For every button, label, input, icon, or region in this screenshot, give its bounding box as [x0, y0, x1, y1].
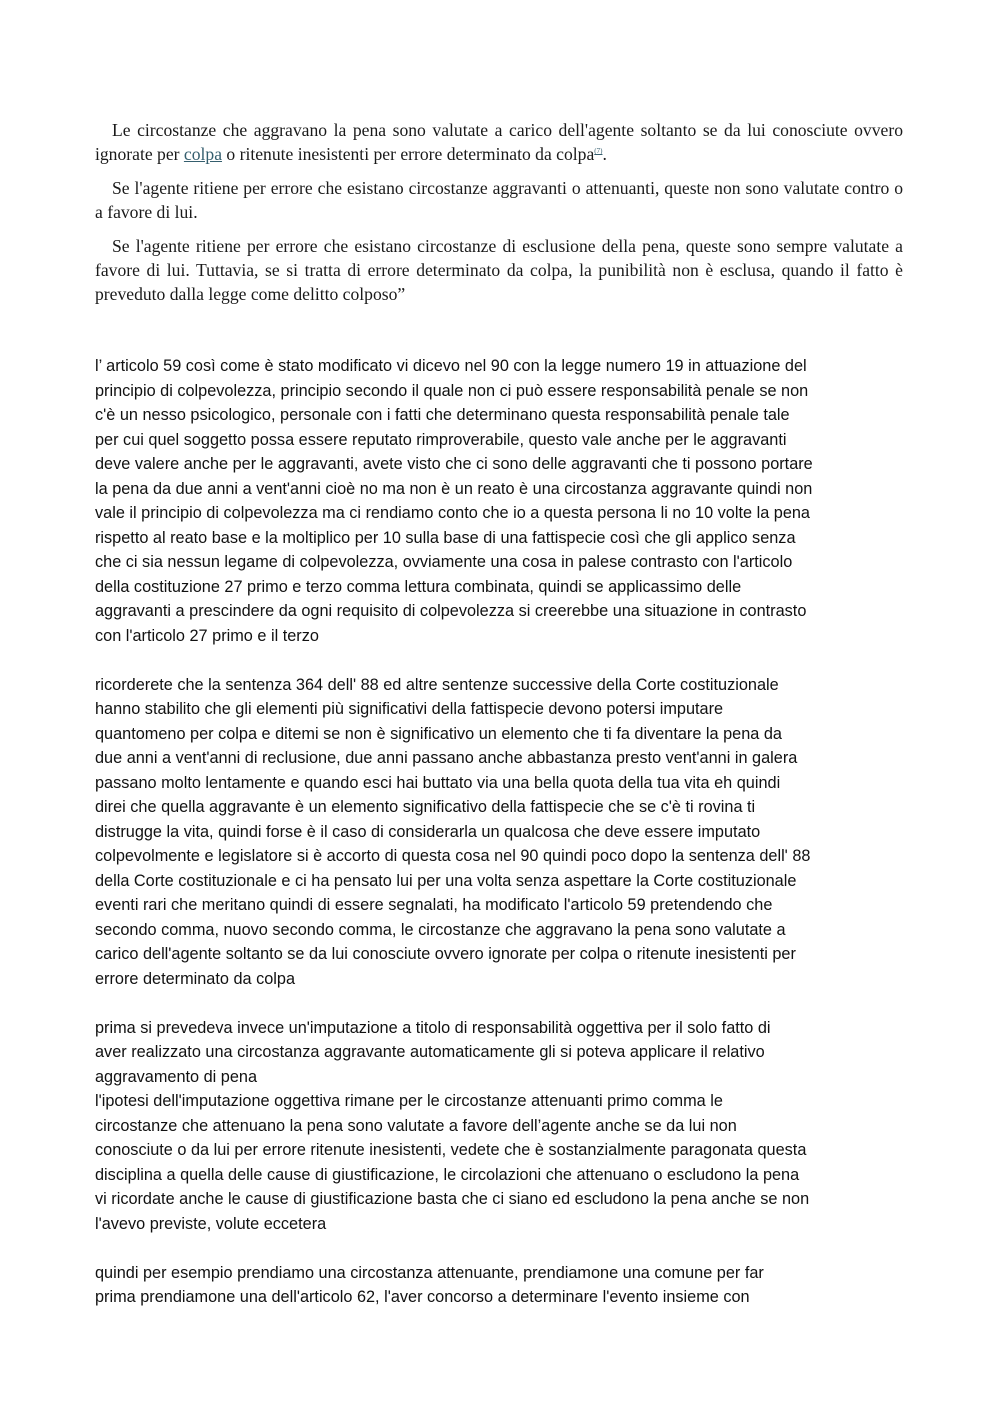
quote-paragraph-1-end: . — [602, 144, 607, 164]
footnote-reference-link[interactable]: (7) — [594, 147, 603, 155]
paragraph-gap — [95, 1236, 907, 1261]
paragraph-gap — [95, 991, 907, 1016]
lecture-notes — [95, 354, 907, 1310]
notes-paragraph-3: prima si prevedeva invece un'imputazione a titolo di responsabilità oggettiva per il solo fatto di aver realizzato una circostanza aggravante automaticamente gli si poteva applicare il relativo aggravamento di pena — [95, 1018, 771, 1086]
quoted-article-text — [95, 118, 903, 316]
quote-paragraph-1 — [95, 118, 903, 166]
notes-paragraph-4: l'ipotesi dell'imputazione oggettiva rimane per le circostanze attenuanti primo comma le circostanze che attenuano la pena sono valutate a favore dell’agente anche se da lui non conosciute o da lui per errore ritenute inesistenti, vedete che è sostanzialmente paragonata questa disciplina a quella delle cause di giustificazione, le circolazioni che attenuano o escludono la pena vi ricordate anche le cause di giustificazione basta che ci siano ed escludono la pena anche se non l'avevo previste, volute eccetera — [95, 1092, 810, 1233]
quote-paragraph-1-text-b: o ritenute inesistenti per errore determinato da colpa — [222, 144, 595, 164]
notes-paragraph-2: ricorderete che la sentenza 364 dell' 88 ed altre sentenze successive della Corte costituzionale hanno stabilito che gli elementi più significativi della fattispecie devono potersi imputare quantomeno per colpa e ditemi se non è significativo un elemento che ti fa diventare la pena da due anni a vent'anni di reclusione, due anni passano anche abbastanza presto vent'anni in galera passano molto lentamente e quando esci hai buttato via una bella quota della tua vita eh quindi direi che quella aggravante è un elemento significativo della fattispecie che se c'è ti rovina ti distrugge la vita, quindi forse è il caso di considerarla un qualcosa che deve essere imputato colpevolmente e legislatore si è accorto di questa cosa nel 90 quindi poco dopo la sentenza dell' 88 della Corte costituzionale e ci ha pensato lui per una volta senza aspettare la Corte costituzionale eventi rari che meritano quindi di essere segnalati, ha modificato l'articolo 59 pretendendo che secondo comma, nuovo secondo comma, le circostanze che aggravano la pena sono valutate a carico dell'agente soltanto se da lui conosciute ovvero ignorate per colpa o ritenute inesistenti per errore determinato da colpa — [95, 675, 811, 988]
notes-paragraph-5: quindi per esempio prendiamo una circostanza attenuante, prendiamone una comune per far prima prendiamone una dell'articolo 62, l'aver concorso a determinare l'evento insieme con — [95, 1263, 764, 1306]
quote-paragraph-2: Se l'agente ritiene per errore che esistano circostanze aggravanti o attenuanti, queste non sono valutate contro o a favore di lui. — [95, 178, 903, 222]
quote-paragraph-3: Se l'agente ritiene per errore che esistano circostanze di esclusione della pena, queste sono sempre valutate a favore di lui. Tuttavia, se si tratta di errore determinato da colpa, la punibilità non è esclusa, quando il fatto è preveduto dalla legge come delitto colposo” — [95, 236, 903, 304]
notes-paragraph-1: l’ articolo 59 così come è stato modificato vi dicevo nel 90 con la legge numero 19 in attuazione del principio di colpevolezza, principio secondo il quale non ci può essere responsabilità penale se non c'è un nesso psicologico, personale con i fatti che determinano questa responsabilità penale tale per cui quel soggetto possa essere reputato rimproverabile, questo vale anche per le aggravanti deve valere anche per le aggravanti, avete visto che ci sono delle aggravanti che ti possono portare la pena da due anni a vent'anni cioè no ma non è un reato è una circostanza aggravante quindi non vale il principio di colpevolezza ma ci rendiamo conto che io a questa persona li no 10 volte la pena rispetto al reato base e la moltiplico per 10 sulla base di una fattispecie così che gli applico senza che ci sia nessun legame di colpevolezza, ovviamente una cosa in palese contrasto con l'articolo della costituzione 27 primo e terzo comma lettura combinata, quindi se applicassimo delle aggravanti a prescindere da ogni requisito di colpevolezza si creerebbe una situazione in contrasto con l'articolo 27 primo e il terzo — [95, 357, 813, 645]
quote-paragraph-1-text-a: Le circostanze che aggravano la pena sono valutate a carico dell'agente soltanto se da lui conosciute ovvero ignorate per — [95, 120, 903, 164]
colpa-link[interactable]: colpa — [183, 144, 223, 164]
paragraph-gap — [95, 648, 907, 673]
